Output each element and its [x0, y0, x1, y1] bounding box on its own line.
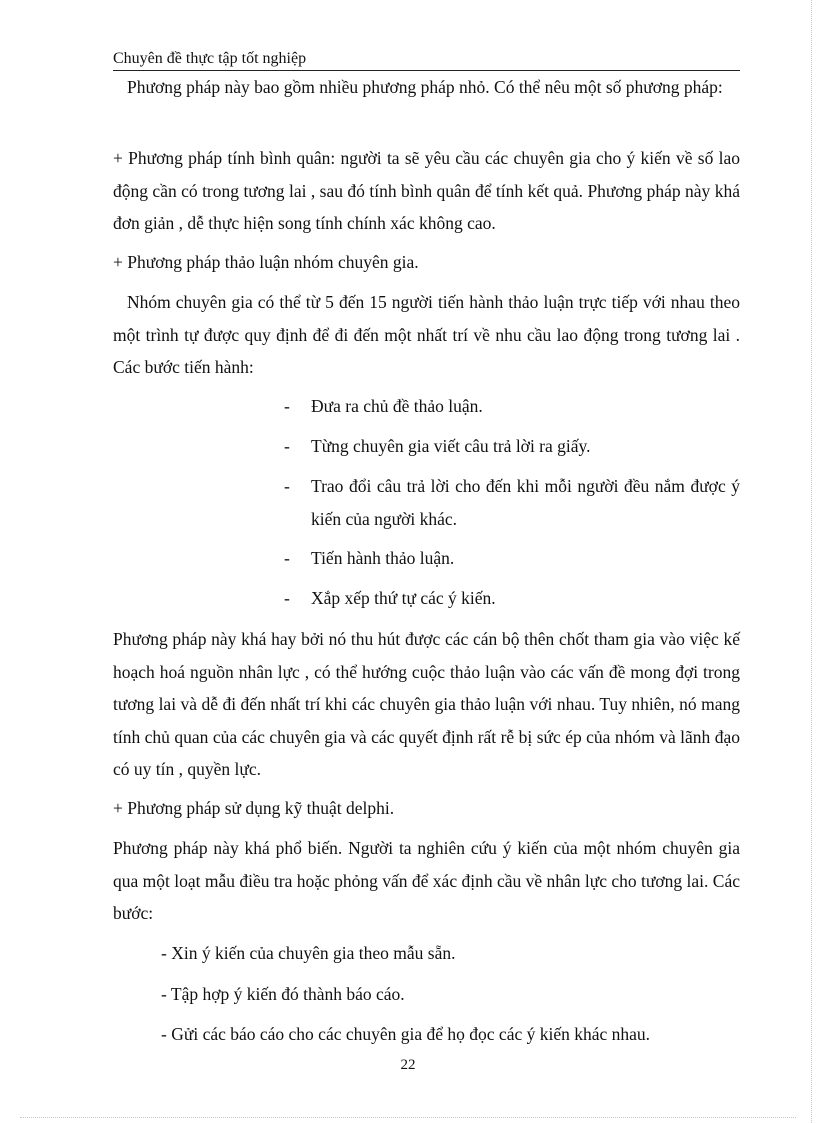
list-item-text: Trao đổi câu trả lời cho đến khi mỗi người đều nắm được ý kiến của người khác. [311, 476, 740, 529]
paragraph-average-method: + Phương pháp tính bình quân: người ta sẽ yêu cầu các chuyên gia cho ý kiến về số lao động cần có trong tương lai , sau đó tính bình quân để tính kết quả. Phương pháp này khá đơn giản , dễ thực hiện song tính chính xác không cao. [113, 148, 740, 233]
list-item-text: Đưa ra chủ đề thảo luận. [311, 396, 483, 416]
bullet-dash: - [284, 548, 290, 568]
list-item [284, 582, 740, 615]
running-header: Chuyên đề thực tập tốt nghiệp [113, 49, 740, 71]
page-number: 22 [400, 1057, 416, 1073]
delphi-step: - Xin ý kiến của chuyên gia theo mẫu sẵn. [161, 943, 456, 963]
bullet-dash: - [284, 588, 290, 608]
list-item [284, 430, 740, 463]
delphi-step: - Tập hợp ý kiến đó thành báo cáo. [161, 984, 405, 1004]
list-item [284, 470, 740, 535]
list-item-text: Từng chuyên gia viết câu trả lời ra giấy. [311, 436, 591, 456]
bullet-dash: - [284, 476, 290, 496]
paragraph-group-discussion-heading: + Phương pháp thảo luận nhóm chuyên gia. [113, 252, 419, 272]
bullet-dash: - [284, 436, 290, 456]
list-item [284, 390, 740, 423]
paragraph-group-discussion: Nhóm chuyên gia có thể từ 5 đến 15 người tiến hành thảo luận trực tiếp với nhau theo một trình tự được quy định để đi đến một nhất trí về nhu cầu lao động trong tương lai . Các bước tiến hành: [113, 292, 740, 377]
bullet-dash: - [284, 396, 290, 416]
list-item-text: Tiến hành thảo luận. [311, 548, 455, 568]
paragraph-delphi: Phương pháp này khá phổ biến. Người ta nghiên cứu ý kiến của một nhóm chuyên gia qua một loạt mẫu điều tra hoặc phỏng vấn để xác định cầu về nhân lực cho tương lai. Các bước: [113, 838, 740, 923]
paragraph-intro: Phương pháp này bao gồm nhiều phương pháp nhỏ. Có thể nêu một số phương pháp: [127, 77, 723, 97]
paragraph-evaluation: Phương pháp này khá hay bởi nó thu hút được các cán bộ thên chốt tham gia vào việc kế hoạch hoá nguồn nhân lực , có thể hướng cuộc thảo luận vào các vấn đề mong đợi trong tương lai và dễ đi đến nhất trí khi các chuyên gia thảo luận với nhau. Tuy nhiên, nó mang tính chủ quan của các chuyên gia và các quyết định rất rễ bị sức ép của nhóm và lãnh đạo có uy tín , quyền lực. [113, 629, 740, 779]
paragraph-delphi-heading: + Phương pháp sử dụng kỹ thuật delphi. [113, 798, 395, 818]
list-item [284, 542, 740, 575]
page-side-border [811, 0, 812, 1123]
page-bottom-border [20, 1117, 796, 1118]
delphi-step: - Gửi các báo cáo cho các chuyên gia để họ đọc các ý kiến khác nhau. [161, 1024, 651, 1044]
list-item-text: Xắp xếp thứ tự các ý kiến. [311, 588, 496, 608]
